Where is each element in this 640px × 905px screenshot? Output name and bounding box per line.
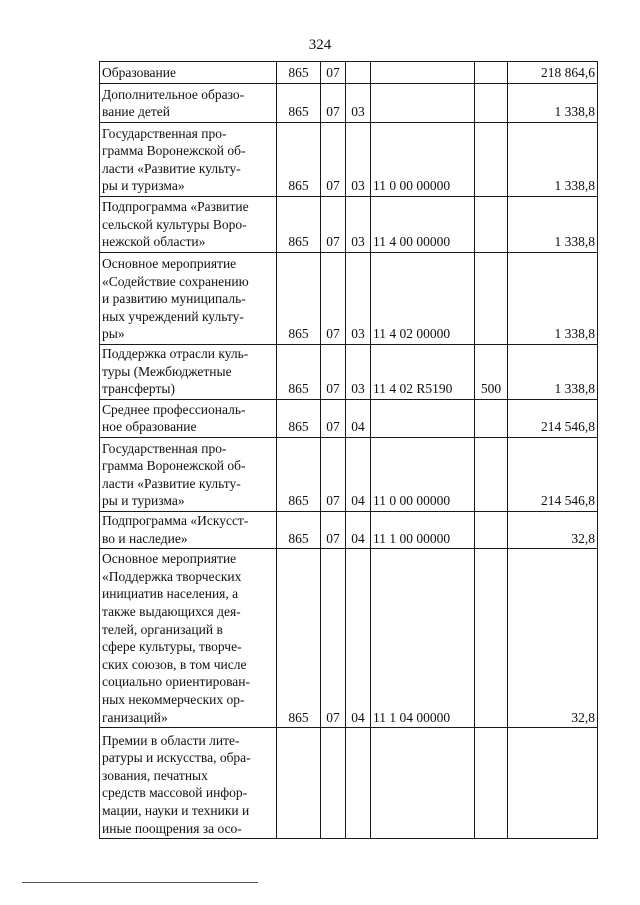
row-name: Основное мероприятие «Содействие сохранению и развитию муниципаль- ных учреждений культу- ры» bbox=[100, 253, 277, 345]
table-row bbox=[100, 84, 598, 123]
row-amount: 218 864,6 bbox=[508, 62, 598, 84]
row-section-code bbox=[321, 728, 346, 839]
row-name: Основное мероприятие «Поддержка творческих инициатив населения, а также выдающихся дея- телей, организаций в сфере культуры, творче- ских союзов, в том числе социально ориентирован- ных некоммерческих ор- ганизаций» bbox=[100, 549, 277, 728]
table-row bbox=[100, 253, 598, 345]
row-target-article: 11 0 00 00000 bbox=[371, 123, 475, 197]
row-amount: 214 546,8 bbox=[508, 438, 598, 512]
row-amount: 1 338,8 bbox=[508, 345, 598, 400]
row-section-code: 07 bbox=[321, 549, 346, 728]
budget-table bbox=[99, 61, 598, 839]
row-subsection-code: 04 bbox=[346, 400, 371, 438]
row-section-code: 07 bbox=[321, 253, 346, 345]
row-grbs-code: 865 bbox=[277, 253, 321, 345]
row-target-article bbox=[371, 400, 475, 438]
row-target-article: 11 0 00 00000 bbox=[371, 438, 475, 512]
row-target-article bbox=[371, 728, 475, 839]
row-grbs-code: 865 bbox=[277, 197, 321, 253]
row-expense-type bbox=[475, 512, 508, 549]
row-target-article: 11 1 04 00000 bbox=[371, 549, 475, 728]
row-target-article: 11 1 00 00000 bbox=[371, 512, 475, 549]
table-row bbox=[100, 62, 598, 84]
row-grbs-code: 865 bbox=[277, 400, 321, 438]
row-target-article: 11 4 00 00000 bbox=[371, 197, 475, 253]
row-grbs-code: 865 bbox=[277, 512, 321, 549]
row-subsection-code: 03 bbox=[346, 253, 371, 345]
row-amount: 32,8 bbox=[508, 549, 598, 728]
row-name: Подпрограмма «Искусст- во и наследие» bbox=[100, 512, 277, 549]
row-name: Премии в области лите- ратуры и искусства, обра- зования, печатных средств массовой инфор- мации, науки и техники и иные поощрения за осо- bbox=[100, 728, 277, 839]
table-row bbox=[100, 549, 598, 728]
row-name: Подпрограмма «Развитие сельской культуры Воро- нежской области» bbox=[100, 197, 277, 253]
row-amount bbox=[508, 728, 598, 839]
row-amount: 1 338,8 bbox=[508, 84, 598, 123]
row-section-code: 07 bbox=[321, 62, 346, 84]
row-section-code: 07 bbox=[321, 438, 346, 512]
row-expense-type: 500 bbox=[475, 345, 508, 400]
table-row bbox=[100, 438, 598, 512]
row-expense-type bbox=[475, 197, 508, 253]
row-grbs-code: 865 bbox=[277, 62, 321, 84]
row-subsection-code: 03 bbox=[346, 84, 371, 123]
table-row bbox=[100, 197, 598, 253]
row-target-article: 11 4 02 00000 bbox=[371, 253, 475, 345]
row-amount: 1 338,8 bbox=[508, 197, 598, 253]
row-subsection-code: 04 bbox=[346, 549, 371, 728]
row-grbs-code: 865 bbox=[277, 84, 321, 123]
row-subsection-code: 03 bbox=[346, 123, 371, 197]
row-amount: 32,8 bbox=[508, 512, 598, 549]
row-section-code: 07 bbox=[321, 197, 346, 253]
table-row bbox=[100, 123, 598, 197]
row-target-article: 11 4 02 R5190 bbox=[371, 345, 475, 400]
footer-rule bbox=[22, 882, 258, 883]
row-subsection-code: 03 bbox=[346, 197, 371, 253]
row-name: Дополнительное образо- вание детей bbox=[100, 84, 277, 123]
row-expense-type bbox=[475, 400, 508, 438]
table-row bbox=[100, 400, 598, 438]
row-amount: 1 338,8 bbox=[508, 123, 598, 197]
row-grbs-code: 865 bbox=[277, 123, 321, 197]
row-subsection-code bbox=[346, 62, 371, 84]
row-expense-type bbox=[475, 728, 508, 839]
row-expense-type bbox=[475, 123, 508, 197]
table-row bbox=[100, 728, 598, 839]
row-grbs-code: 865 bbox=[277, 438, 321, 512]
row-target-article bbox=[371, 84, 475, 123]
row-expense-type bbox=[475, 438, 508, 512]
row-section-code: 07 bbox=[321, 84, 346, 123]
row-name: Поддержка отрасли куль- туры (Межбюджетные трансферты) bbox=[100, 345, 277, 400]
row-expense-type bbox=[475, 549, 508, 728]
row-name: Образование bbox=[100, 62, 277, 84]
row-section-code: 07 bbox=[321, 512, 346, 549]
row-subsection-code: 03 bbox=[346, 345, 371, 400]
row-subsection-code bbox=[346, 728, 371, 839]
row-expense-type bbox=[475, 62, 508, 84]
row-expense-type bbox=[475, 84, 508, 123]
row-target-article bbox=[371, 62, 475, 84]
row-section-code: 07 bbox=[321, 123, 346, 197]
row-amount: 1 338,8 bbox=[508, 253, 598, 345]
row-grbs-code: 865 bbox=[277, 345, 321, 400]
row-name: Государственная про- грамма Воронежской об- ласти «Развитие культу- ры и туризма» bbox=[100, 438, 277, 512]
row-name: Среднее профессиональ- ное образование bbox=[100, 400, 277, 438]
row-name: Государственная про- грамма Воронежской об- ласти «Развитие культу- ры и туризма» bbox=[100, 123, 277, 197]
row-section-code: 07 bbox=[321, 345, 346, 400]
row-expense-type bbox=[475, 253, 508, 345]
row-grbs-code bbox=[277, 728, 321, 839]
table-row bbox=[100, 512, 598, 549]
page-number: 324 bbox=[308, 37, 332, 53]
row-section-code: 07 bbox=[321, 400, 346, 438]
row-subsection-code: 04 bbox=[346, 512, 371, 549]
table-row bbox=[100, 345, 598, 400]
row-amount: 214 546,8 bbox=[508, 400, 598, 438]
row-grbs-code: 865 bbox=[277, 549, 321, 728]
row-subsection-code: 04 bbox=[346, 438, 371, 512]
